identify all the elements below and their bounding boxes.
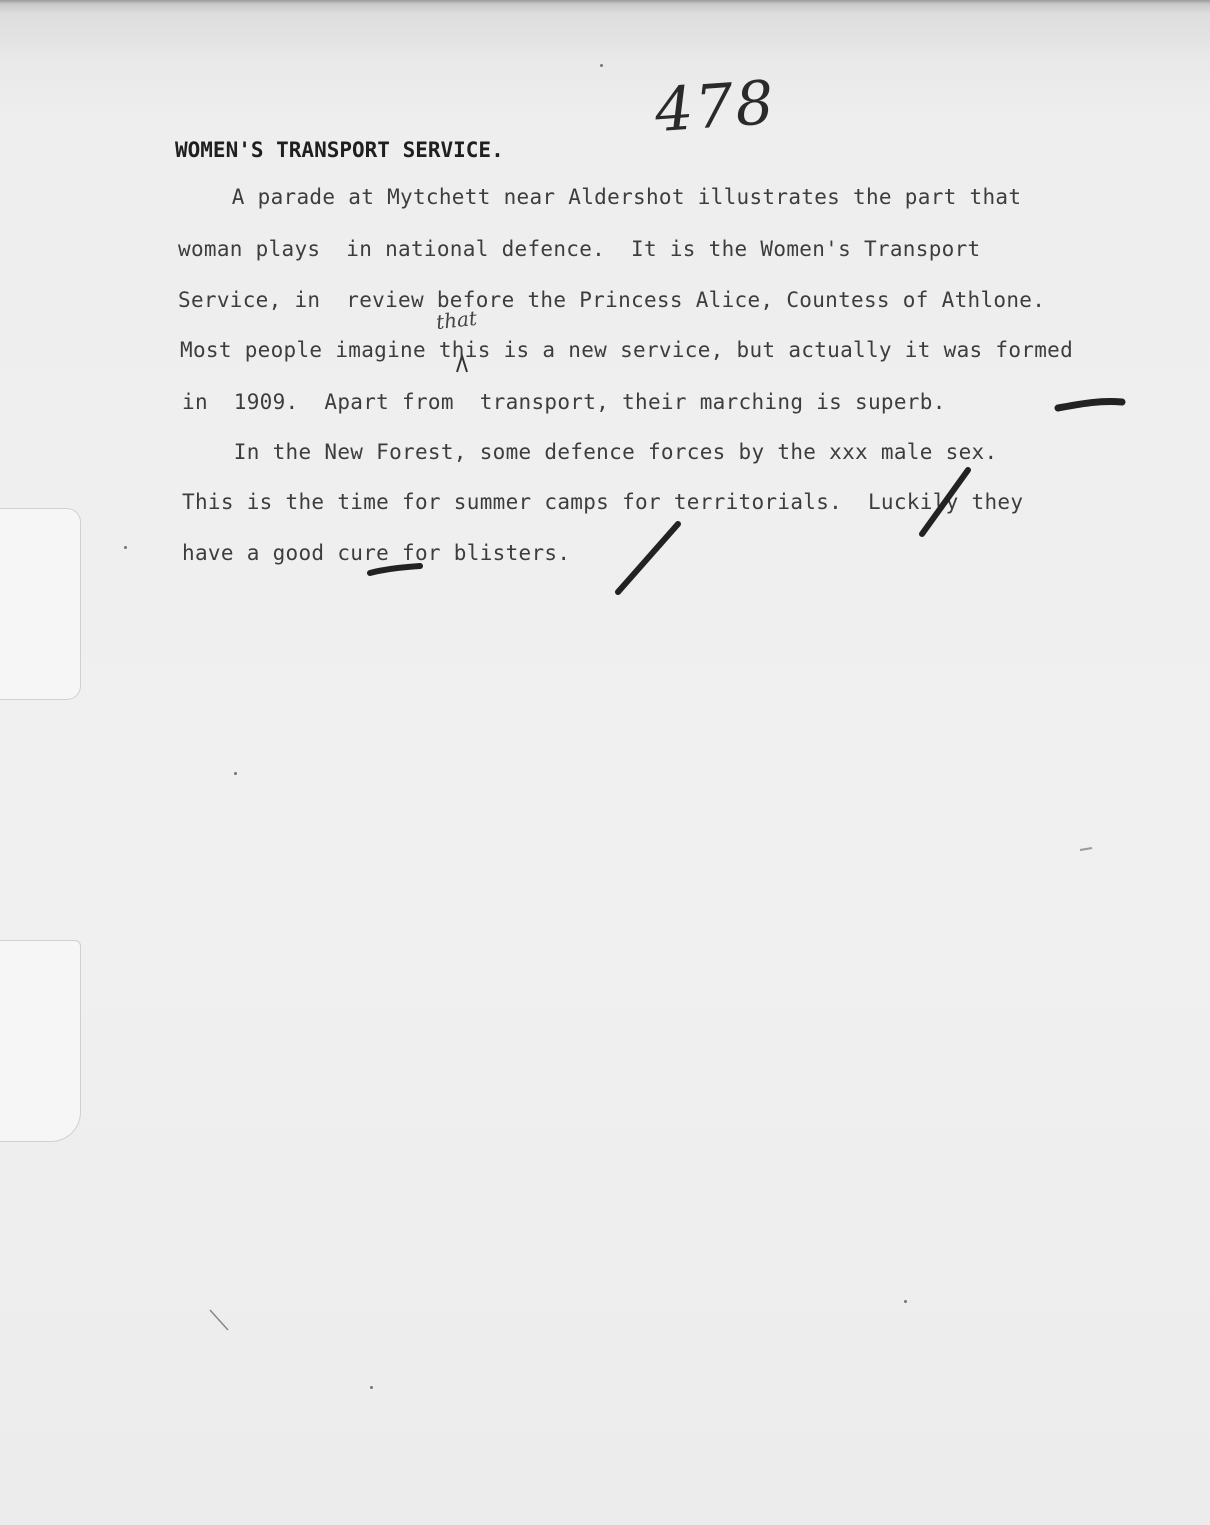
handwritten-insertion: that (434, 305, 479, 335)
text-line: in 1909. Apart from transport, their marching is superb. (182, 390, 946, 414)
paper-speck (600, 64, 603, 67)
insertion-caret-mark (457, 356, 467, 372)
text-line: This is the time for summer camps for territorials. Luckily they (182, 490, 1024, 514)
end-dash-mark (1058, 401, 1122, 408)
text-line: Most people imagine this is a new service, but actually it was formed (180, 338, 1074, 362)
paper-speck (904, 1300, 907, 1303)
document-title: WOMEN'S TRANSPORT SERVICE. (175, 138, 504, 162)
handwritten-page-number: 478 (652, 67, 778, 147)
text-line: A parade at Mytchett near Aldershot illustrates the part that (180, 185, 1022, 209)
paper-speck (370, 1386, 373, 1389)
paper-speck (124, 546, 127, 549)
slash-mark (618, 524, 678, 592)
text-line: have a good cure for blisters. (182, 541, 571, 565)
text-line: Service, in review before the Princess Alice, Countess of Athlone. (178, 288, 1046, 312)
text-line: In the New Forest, some defence forces by the xxx male sex. (182, 440, 998, 464)
underline-mark (370, 566, 420, 573)
stray-mark (1080, 848, 1092, 850)
text-line: woman plays in national defence. It is the Women's Transport (178, 237, 981, 261)
slash-mark (922, 470, 968, 534)
paper-speck (234, 772, 237, 775)
stray-mark (210, 1310, 228, 1330)
